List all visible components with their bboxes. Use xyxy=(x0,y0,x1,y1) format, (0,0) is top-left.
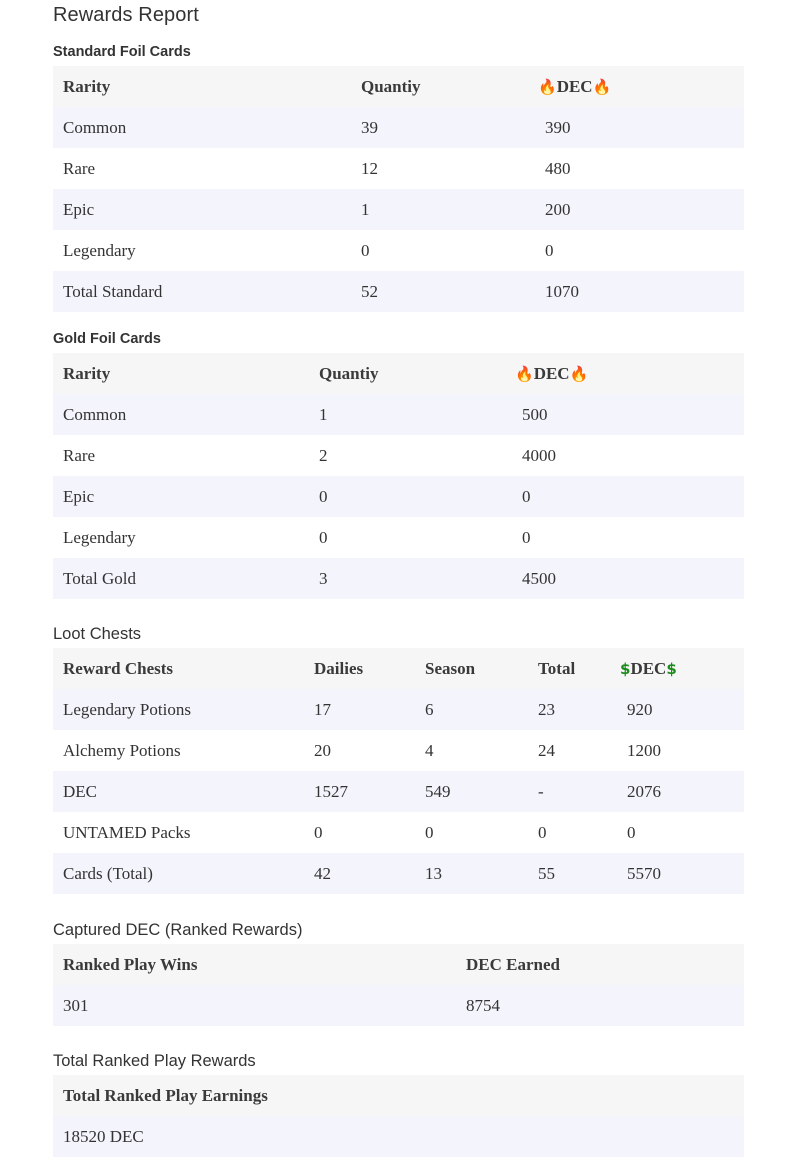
quantity-cell: 52 xyxy=(361,281,378,301)
quantity-cell: 3 xyxy=(319,568,328,588)
quantity-cell: 1 xyxy=(319,404,328,424)
rarity-cell: Epic xyxy=(63,199,95,219)
fire-icon: 🔥 xyxy=(515,364,534,383)
dec-cell: 4000 xyxy=(522,445,556,465)
reward-cell: DEC xyxy=(63,781,97,801)
dailies-cell: 42 xyxy=(314,863,331,883)
reward-cell: UNTAMED Packs xyxy=(63,822,191,842)
rarity-cell: Epic xyxy=(63,486,95,506)
gold-foil-table xyxy=(53,353,744,599)
quantity-cell: 1 xyxy=(361,199,370,219)
total-ranked-title: Total Ranked Play Rewards xyxy=(53,1052,256,1070)
table-header-row xyxy=(53,66,744,107)
season-cell: 4 xyxy=(425,740,434,760)
season-cell: 549 xyxy=(425,781,451,801)
table-header-row xyxy=(53,353,744,394)
fire-icon: 🔥 xyxy=(592,77,612,96)
table-row xyxy=(53,148,744,189)
dec-header xyxy=(535,66,744,107)
quantity-cell: 0 xyxy=(361,240,370,260)
quantity-header: Quantiy xyxy=(319,363,379,383)
standard-foil-table xyxy=(53,66,744,312)
gold-foil-title: Gold Foil Cards xyxy=(53,331,161,347)
dailies-cell: 20 xyxy=(314,740,331,760)
table-row xyxy=(53,476,744,517)
dec-header-label: DEC xyxy=(630,658,667,678)
table-row xyxy=(53,689,744,730)
table-header-row xyxy=(53,1075,744,1116)
dec-cell: 920 xyxy=(627,699,653,719)
dec-header xyxy=(617,648,744,689)
rarity-cell: Rare xyxy=(63,158,96,178)
season-cell: 6 xyxy=(425,699,434,719)
table-row xyxy=(53,517,744,558)
table-row xyxy=(53,271,744,312)
total-ranked-table xyxy=(53,1075,744,1157)
total-earnings-cell: 18520 DEC xyxy=(63,1126,144,1146)
dec-cell: 500 xyxy=(522,404,548,424)
dailies-cell: 17 xyxy=(314,699,331,719)
fire-icon: 🔥 xyxy=(538,77,557,96)
table-row xyxy=(53,435,744,476)
dollar-icon: $ xyxy=(620,659,631,678)
dec-header xyxy=(512,353,744,394)
loot-chests-table xyxy=(53,648,744,894)
table-row xyxy=(53,107,744,148)
dec-cell: 4500 xyxy=(522,568,556,588)
dec-earned-cell: 8754 xyxy=(466,995,500,1015)
total-cell: 0 xyxy=(538,822,547,842)
season-cell: 13 xyxy=(425,863,442,883)
captured-dec-table xyxy=(53,944,744,1026)
dec-header-label: DEC xyxy=(556,76,593,96)
dec-cell: 390 xyxy=(545,117,571,137)
table-row xyxy=(53,230,744,271)
quantity-cell: 12 xyxy=(361,158,378,178)
total-header: Total xyxy=(538,658,576,678)
table-row xyxy=(53,1116,744,1157)
dec-cell: 0 xyxy=(627,822,636,842)
dec-cell: 0 xyxy=(522,486,531,506)
reward-cell: Legendary Potions xyxy=(63,699,191,719)
dailies-cell: 1527 xyxy=(314,781,348,801)
table-header-row xyxy=(53,944,744,985)
standard-foil-title: Standard Foil Cards xyxy=(53,44,191,60)
table-row xyxy=(53,394,744,435)
rarity-cell: Total Gold xyxy=(63,568,136,588)
ranked-wins-header: Ranked Play Wins xyxy=(63,954,198,974)
dec-cell: 200 xyxy=(545,199,571,219)
dailies-cell: 0 xyxy=(314,822,323,842)
rarity-cell: Total Standard xyxy=(63,281,163,301)
total-cell: - xyxy=(538,781,544,801)
total-cell: 23 xyxy=(538,699,555,719)
total-cell: 24 xyxy=(538,740,555,760)
rarity-cell: Rare xyxy=(63,445,96,465)
table-row xyxy=(53,985,744,1026)
table-row xyxy=(53,189,744,230)
reward-cell: Cards (Total) xyxy=(63,863,153,883)
season-header: Season xyxy=(425,658,476,678)
quantity-cell: 2 xyxy=(319,445,328,465)
loot-chests-title: Loot Chests xyxy=(53,625,142,643)
table-header-row xyxy=(53,648,744,689)
quantity-cell: 0 xyxy=(319,486,328,506)
dec-cell: 0 xyxy=(522,527,531,547)
rarity-cell: Common xyxy=(63,404,127,424)
dec-earned-header: DEC Earned xyxy=(466,954,560,974)
dec-cell: 1070 xyxy=(545,281,579,301)
dollar-icon: $ xyxy=(666,659,677,678)
rarity-header: Rarity xyxy=(63,76,111,96)
table-row xyxy=(53,853,744,894)
table-row xyxy=(53,771,744,812)
rarity-cell: Common xyxy=(63,117,127,137)
total-cell: 55 xyxy=(538,863,555,883)
quantity-cell: 0 xyxy=(319,527,328,547)
quantity-cell: 39 xyxy=(361,117,378,137)
dec-cell: 2076 xyxy=(627,781,661,801)
rarity-cell: Legendary xyxy=(63,527,136,547)
reward-cell: Alchemy Potions xyxy=(63,740,181,760)
dec-cell: 1200 xyxy=(627,740,661,760)
captured-dec-title: Captured DEC (Ranked Rewards) xyxy=(53,921,303,939)
quantity-header: Quantiy xyxy=(361,76,421,96)
fire-icon: 🔥 xyxy=(569,364,589,383)
rarity-header: Rarity xyxy=(63,363,111,383)
season-cell: 0 xyxy=(425,822,434,842)
dec-header-label: DEC xyxy=(533,363,570,383)
dec-cell: 0 xyxy=(545,240,554,260)
rarity-cell: Legendary xyxy=(63,240,136,260)
table-row xyxy=(53,558,744,599)
table-row xyxy=(53,812,744,853)
reward-header: Reward Chests xyxy=(63,658,174,678)
total-earnings-header: Total Ranked Play Earnings xyxy=(63,1085,268,1105)
dailies-header: Dailies xyxy=(314,658,364,678)
ranked-wins-cell: 301 xyxy=(63,995,89,1015)
dec-cell: 5570 xyxy=(627,863,661,883)
table-row xyxy=(53,730,744,771)
dec-cell: 480 xyxy=(545,158,571,178)
report-title: Rewards Report xyxy=(53,4,199,26)
